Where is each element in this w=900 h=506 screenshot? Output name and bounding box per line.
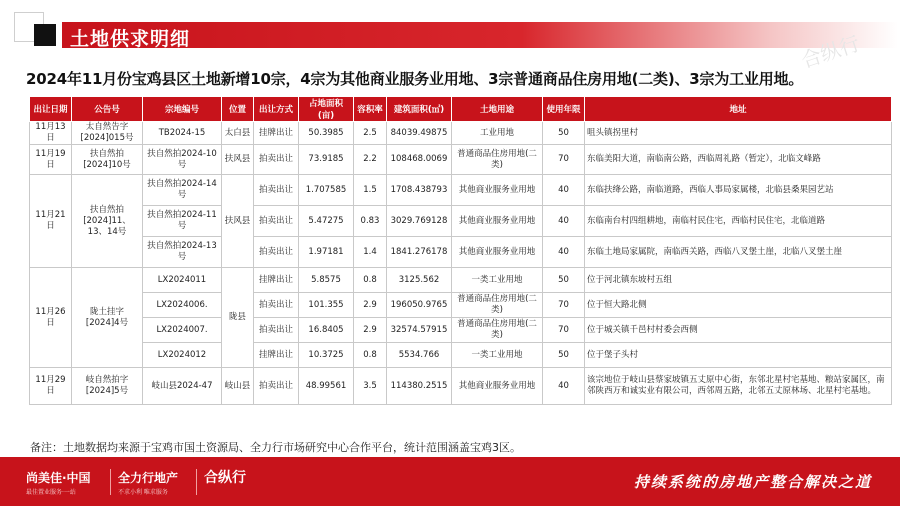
cell-years: 70 (543, 318, 585, 343)
cell-address: 东临扶绛公路，南临道路，西临人事局家属楼，北临县桑果园艺站 (585, 175, 892, 206)
cell-address: 位于城关镇千邑村村委会西侧 (585, 318, 892, 343)
footer-separator (196, 469, 197, 495)
cell-years: 40 (543, 206, 585, 237)
cell-years: 50 (543, 343, 585, 368)
cell-area: 5.8575 (299, 268, 354, 293)
cell-address: 东临土地局家属院，南临西关路，西临八叉堡土崖，北临八叉堡土崖 (585, 237, 892, 268)
cell-area: 50.3985 (299, 122, 354, 145)
cell-parcel: LX2024012 (143, 343, 222, 368)
col-usage: 土地用途 (452, 97, 543, 122)
cell-method: 拍卖出让 (254, 237, 299, 268)
cell-location: 扶风县 (222, 175, 254, 268)
cell-build: 5534.766 (387, 343, 452, 368)
table-row (30, 206, 892, 237)
cell-parcel: 岐山县2024-47 (143, 368, 222, 405)
cell-far: 3.5 (354, 368, 387, 405)
table-row (30, 368, 892, 405)
cell-area: 1.707585 (299, 175, 354, 206)
cell-area: 16.8405 (299, 318, 354, 343)
cell-notice: 太自然告字[2024]015号 (72, 122, 143, 145)
cell-notice: 扶自然拍[2024]10号 (72, 145, 143, 175)
cell-parcel: LX2024006. (143, 293, 222, 318)
cell-method: 挂牌出让 (254, 122, 299, 145)
cell-years: 40 (543, 368, 585, 405)
cell-far: 2.9 (354, 318, 387, 343)
title-bar (62, 22, 898, 48)
cell-years: 70 (543, 293, 585, 318)
table-row (30, 145, 892, 175)
cell-notice: 陇土挂字[2024]4号 (72, 268, 143, 368)
cell-location: 扶风县 (222, 145, 254, 175)
cell-far: 2.2 (354, 145, 387, 175)
cell-build: 3125.562 (387, 268, 452, 293)
corner-square-filled (34, 24, 56, 46)
cell-far: 0.8 (354, 268, 387, 293)
cell-parcel: 扶自然拍2024-14号 (143, 175, 222, 206)
page-title: 土地供求明细 (70, 28, 191, 50)
col-parcel: 宗地编号 (143, 97, 222, 122)
footer-brand-1: 尚美佳·中国 (26, 471, 91, 485)
cell-method: 拍卖出让 (254, 145, 299, 175)
cell-build: 108468.0069 (387, 145, 452, 175)
cell-far: 0.83 (354, 206, 387, 237)
cell-location: 岐山县 (222, 368, 254, 405)
col-years: 使用年限 (543, 97, 585, 122)
cell-build: 196050.9765 (387, 293, 452, 318)
cell-years: 70 (543, 145, 585, 175)
cell-date: 11月19日 (30, 145, 72, 175)
cell-usage: 普通商品住房用地(二类) (452, 145, 543, 175)
headline: 2024年11月份宝鸡县区土地新增10宗，4宗为其他商业服务业用地、3宗普通商品住房用地(二类)、3宗为工业用地。 (26, 70, 804, 88)
cell-area: 10.3725 (299, 343, 354, 368)
col-area: 占地面积(亩) (299, 97, 354, 122)
footer-separator (110, 469, 111, 495)
cell-location: 太白县 (222, 122, 254, 145)
cell-parcel: TB2024-15 (143, 122, 222, 145)
cell-far: 2.5 (354, 122, 387, 145)
cell-notice: 岐自然拍字[2024]5号 (72, 368, 143, 405)
cell-address: 该宗地位于岐山县蔡家坡镇五丈原中心街，东邻北星村宅基地、粮站家属区，南邻陕西万和诚实业有限公司，西邻周五路，北邻五丈原林场、北星村宅基地。 (585, 368, 892, 405)
cell-method: 拍卖出让 (254, 293, 299, 318)
cell-parcel: LX2024011 (143, 268, 222, 293)
cell-area: 48.99561 (299, 368, 354, 405)
col-build: 建筑面积(㎡) (387, 97, 452, 122)
cell-far: 1.4 (354, 237, 387, 268)
cell-far: 0.8 (354, 343, 387, 368)
table-row (30, 293, 892, 318)
cell-parcel: LX2024007. (143, 318, 222, 343)
cell-method: 拍卖出让 (254, 368, 299, 405)
cell-location: 陇县 (222, 268, 254, 368)
cell-usage: 一类工业用地 (452, 343, 543, 368)
cell-usage: 其他商业服务业用地 (452, 175, 543, 206)
col-location: 位置 (222, 97, 254, 122)
cell-method: 拍卖出让 (254, 206, 299, 237)
cell-build: 3029.769128 (387, 206, 452, 237)
cell-build: 1841.276178 (387, 237, 452, 268)
cell-parcel: 扶自然拍2024-13号 (143, 237, 222, 268)
col-notice: 公告号 (72, 97, 143, 122)
cell-method: 拍卖出让 (254, 175, 299, 206)
cell-address: 位于恒大路北侧 (585, 293, 892, 318)
table-header-row (30, 97, 892, 122)
cell-usage: 一类工业用地 (452, 268, 543, 293)
col-date: 出让日期 (30, 97, 72, 122)
cell-method: 拍卖出让 (254, 318, 299, 343)
table-row (30, 268, 892, 293)
cell-far: 2.9 (354, 293, 387, 318)
watermark-text: 合纵行 (798, 31, 863, 73)
cell-far: 1.5 (354, 175, 387, 206)
footer-brand-1-sub: 最佳置业服务·一站 (26, 489, 76, 496)
footnote: 备注：土地数据均来源于宝鸡市国土资源局、全力行市场研究中心合作平台，统计范围涵盖宝鸡3区。 (30, 441, 521, 454)
cell-usage: 其他商业服务业用地 (452, 237, 543, 268)
cell-address: 东临南台村四组耕地，南临村民住宅，西临村民住宅，北临道路 (585, 206, 892, 237)
col-address: 地址 (585, 97, 892, 122)
cell-area: 5.47275 (299, 206, 354, 237)
cell-years: 50 (543, 268, 585, 293)
cell-usage: 普通商品住房用地(二类) (452, 318, 543, 343)
cell-usage: 其他商业服务业用地 (452, 368, 543, 405)
cell-area: 101.355 (299, 293, 354, 318)
cell-usage: 工业用地 (452, 122, 543, 145)
cell-build: 114380.2515 (387, 368, 452, 405)
table-row (30, 343, 892, 368)
cell-method: 挂牌出让 (254, 268, 299, 293)
cell-address: 位于河北镇东坡村五组 (585, 268, 892, 293)
cell-usage: 普通商品住房用地(二类) (452, 293, 543, 318)
cell-method: 挂牌出让 (254, 343, 299, 368)
table-row (30, 237, 892, 268)
cell-usage: 其他商业服务业用地 (452, 206, 543, 237)
col-far: 容积率 (354, 97, 387, 122)
col-method: 出让方式 (254, 97, 299, 122)
table-row (30, 122, 892, 145)
cell-address: 咀头镇拐里村 (585, 122, 892, 145)
cell-date: 11月26日 (30, 268, 72, 368)
cell-parcel: 扶自然拍2024-11号 (143, 206, 222, 237)
footer-brand-2: 全力行地产 (118, 471, 179, 485)
cell-address: 东临美阳大道，南临南公路，西临周礼路（暂定），北临文峰路 (585, 145, 892, 175)
cell-years: 40 (543, 237, 585, 268)
cell-build: 1708.438793 (387, 175, 452, 206)
cell-address: 位于堡子头村 (585, 343, 892, 368)
cell-build: 84039.49875 (387, 122, 452, 145)
cell-area: 1.97181 (299, 237, 354, 268)
footer-bar (0, 457, 900, 506)
cell-years: 40 (543, 175, 585, 206)
footer-brand-2-sub: 不求小利 唯求服务 (118, 489, 168, 496)
cell-date: 11月13日 (30, 122, 72, 145)
table-row (30, 175, 892, 206)
land-table (29, 96, 892, 405)
cell-build: 32574.57915 (387, 318, 452, 343)
cell-notice: 扶自然拍[2024]11、13、14号 (72, 175, 143, 268)
cell-years: 50 (543, 122, 585, 145)
cell-date: 11月21日 (30, 175, 72, 268)
footer-slogan: 持续系统的房地产整合解决之道 (633, 473, 872, 491)
cell-parcel: 扶自然拍2024-10号 (143, 145, 222, 175)
cell-area: 73.9185 (299, 145, 354, 175)
cell-date: 11月29日 (30, 368, 72, 405)
table-row (30, 318, 892, 343)
footer-brand-3: 合纵行 (204, 470, 246, 486)
